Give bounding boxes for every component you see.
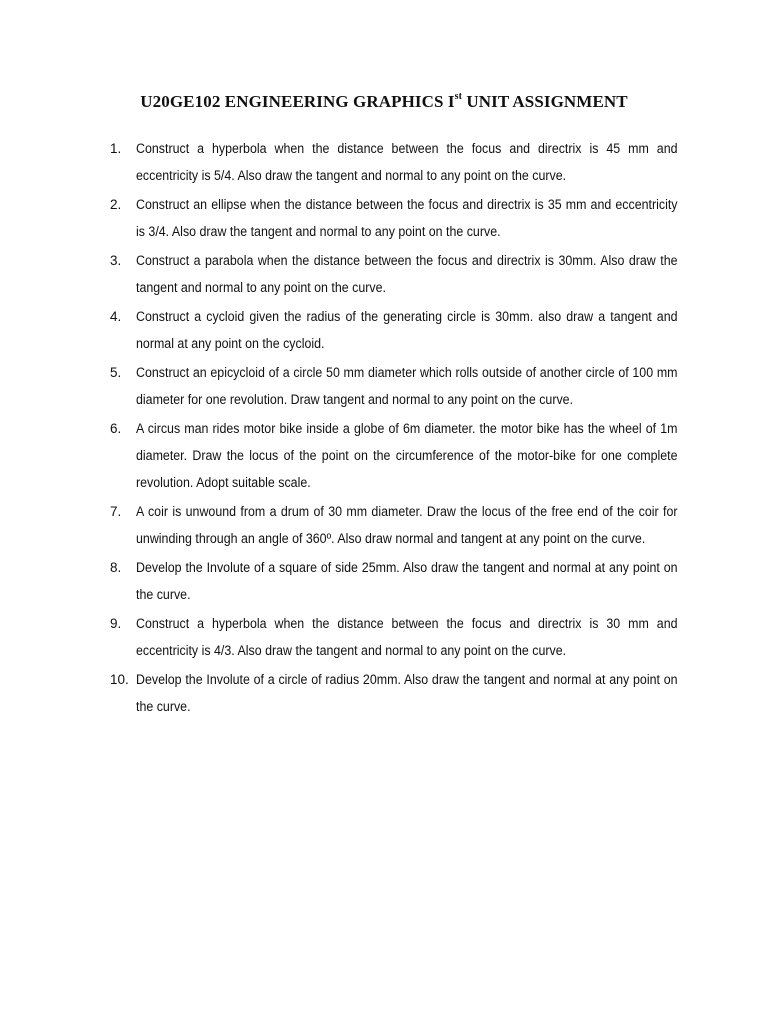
item-text: A coir is unwound from a drum of 30 mm diameter. Draw the locus of the free end of the coir for unwinding through an angle of 360º. Also draw normal and tangent at any point on the curve. bbox=[136, 504, 678, 546]
item-text: Construct an ellipse when the distance between the focus and directrix is 35 mm and eccentricity is 3/4. Also draw the tangent and normal to any point on the curve. bbox=[136, 197, 678, 239]
item-number: 2. bbox=[110, 197, 122, 212]
item-text: A circus man rides motor bike inside a globe of 6m diameter. the motor bike has the wheel of 1m diameter. Draw the locus of the point on the circumference of the motor-bike for one complete revolution. Adopt suitable scale. bbox=[136, 421, 678, 490]
page-title bbox=[0, 92, 768, 112]
item-text: Develop the Involute of a square of side 25mm. Also draw the tangent and normal at any point on the curve. bbox=[136, 560, 678, 602]
item-number: 9. bbox=[110, 616, 122, 631]
item-number: 3. bbox=[110, 253, 122, 268]
list-item bbox=[110, 135, 678, 189]
list-item bbox=[110, 247, 678, 301]
list-item bbox=[110, 498, 678, 552]
item-number: 8. bbox=[110, 560, 122, 575]
item-number: 6. bbox=[110, 421, 122, 436]
item-text: Construct a hyperbola when the distance between the focus and directrix is 30 mm and eccentricity is 4/3. Also draw the tangent and normal to any point on the curve. bbox=[136, 616, 678, 658]
item-text: Construct a parabola when the distance between the focus and directrix is 30mm. Also draw the tangent and normal to any point on the curve. bbox=[136, 253, 678, 295]
list-item bbox=[110, 610, 678, 664]
item-number: 5. bbox=[110, 365, 122, 380]
item-text: Construct a cycloid given the radius of the generating circle is 30mm. also draw a tangent and normal at any point on the cycloid. bbox=[136, 309, 678, 351]
list-item bbox=[110, 666, 678, 720]
item-text: Construct a hyperbola when the distance between the focus and directrix is 45 mm and eccentricity is 5/4. Also draw the tangent and normal to any point on the curve. bbox=[136, 141, 678, 183]
item-text: Construct an epicycloid of a circle 50 mm diameter which rolls outside of another circle of 100 mm diameter for one revolution. Draw tangent and normal to any point on the curve. bbox=[136, 365, 678, 407]
assignment-list bbox=[110, 135, 678, 722]
list-item bbox=[110, 415, 678, 496]
title-suffix: UNIT ASSIGNMENT bbox=[462, 92, 628, 111]
item-text: Develop the Involute of a circle of radius 20mm. Also draw the tangent and normal at any point on the curve. bbox=[136, 672, 678, 714]
list-item bbox=[110, 191, 678, 245]
item-number: 4. bbox=[110, 309, 122, 324]
list-item bbox=[110, 359, 678, 413]
item-number: 7. bbox=[110, 504, 122, 519]
item-number: 1. bbox=[110, 141, 122, 156]
list-item bbox=[110, 303, 678, 357]
item-number: 10. bbox=[110, 672, 129, 687]
title-superscript: st bbox=[454, 91, 463, 103]
list-item bbox=[110, 554, 678, 608]
title-prefix: U20GE102 ENGINEERING GRAPHICS I bbox=[140, 92, 455, 111]
